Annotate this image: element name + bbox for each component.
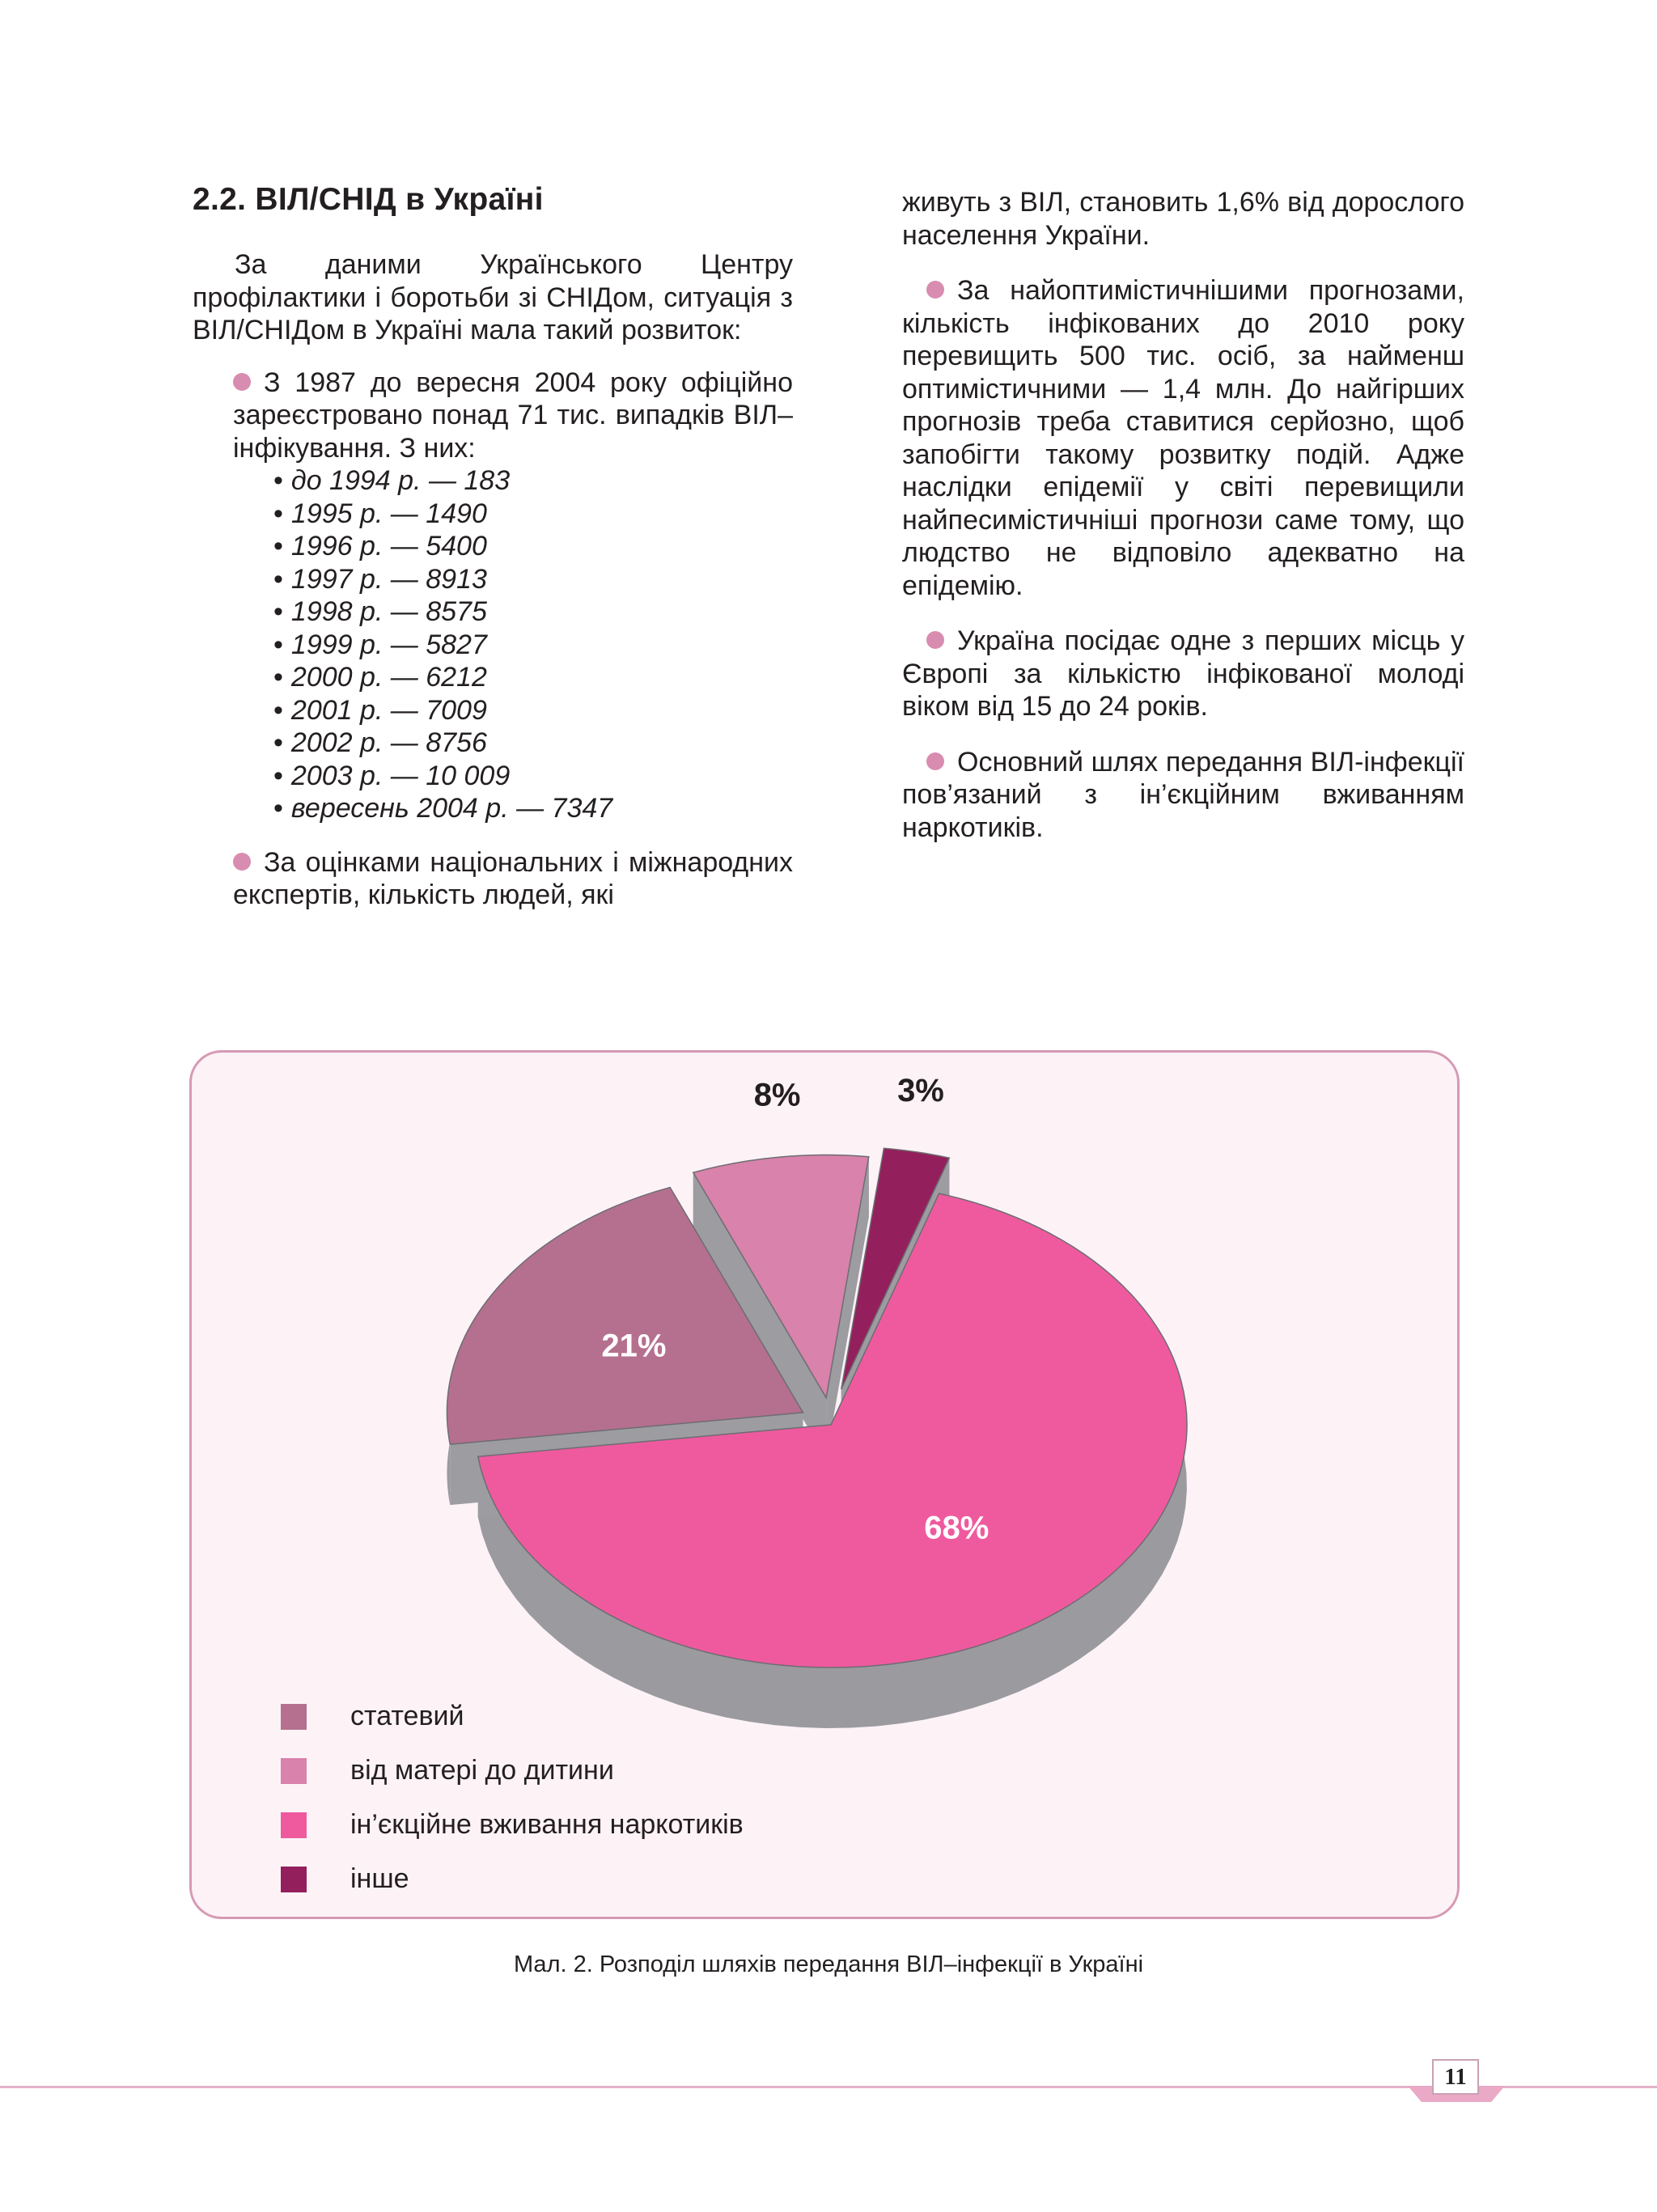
- bullet-2-continuation: [902, 186, 1464, 252]
- bullet-4-text: Україна посідає одне з перших місць у Європі за кількістю інфікованої молоді віком від 15 до 24 років.: [902, 625, 1464, 722]
- legend-item: [281, 1689, 744, 1744]
- year-list-item: [273, 629, 793, 662]
- bullet-3-text: За найоптимістичнішими прогнозами, кількість інфікованих до 2010 року перевищить 500 тис. осіб, за найменш оптимістичними — 1,4 млн. До найгірших прогнозів треба ставитися серйозно, щоб запобігти такому розвитку подій. Адже наслідки епідемії у світі перевищили найпесимістичніші прогнози саме тому, що людство не відповіло адекватно на епідемію.: [902, 275, 1464, 601]
- pie-data-label: 68%: [924, 1510, 990, 1546]
- bullet-5-text: Основний шлях передання ВІЛ-інфекції пов’язаний з ін’єкційним вживанням наркотиків.: [902, 746, 1464, 843]
- year-list-item: [273, 464, 793, 498]
- year-list-text: 1997 р. — 8913: [290, 563, 487, 595]
- year-list-text: до 1994 р. — 183: [290, 465, 511, 496]
- year-list-text: 1999 р. — 5827: [290, 629, 487, 660]
- bullet-dot-icon: [233, 373, 251, 391]
- list-bullet-icon: •: [273, 727, 283, 758]
- list-bullet-icon: •: [273, 662, 283, 693]
- legend-label: ін’єкційне вживання наркотиків: [350, 1809, 744, 1840]
- year-list-item: [273, 661, 793, 694]
- legend-item: [281, 1852, 744, 1906]
- list-bullet-icon: •: [273, 793, 283, 824]
- list-bullet-icon: •: [273, 694, 283, 726]
- year-list-text: 2003 р. — 10 009: [290, 760, 511, 791]
- bullet-2-text-part2: живуть з ВІЛ, становить 1,6% від дорослого населення України.: [902, 187, 1464, 251]
- figure-caption: Мал. 2. Розподіл шляхів передання ВІЛ–інфекції в Україні: [513, 1951, 1144, 1977]
- bullet-paragraph-2: [233, 846, 793, 912]
- bullet-paragraph-3: [902, 274, 1464, 602]
- bullet-paragraph-4: [902, 625, 1464, 723]
- year-list-item: [273, 694, 793, 727]
- section-title: 2.2. ВІЛ/СНІД в Україні: [193, 182, 544, 217]
- list-bullet-icon: •: [273, 498, 283, 529]
- page-number: 11: [1432, 2059, 1479, 2095]
- year-list-item: [273, 498, 793, 531]
- year-list-text: 1998 р. — 8575: [290, 596, 487, 627]
- bullet-paragraph-5: [902, 746, 1464, 845]
- bullet-2-text-part1: За оцінками національних і міжнародних експертів, кількість людей, які: [233, 846, 793, 910]
- year-list-item: [273, 792, 793, 825]
- legend-swatch: [281, 1758, 307, 1784]
- year-list-item: [273, 563, 793, 596]
- bullet-paragraph-1: [233, 367, 793, 465]
- pie-data-label: 21%: [601, 1328, 667, 1364]
- year-list-item: [273, 530, 793, 563]
- year-list-text: вересень 2004 р. — 7347: [290, 793, 613, 824]
- year-list: [193, 464, 793, 825]
- legend-label: від матері до дитини: [350, 1755, 614, 1786]
- legend-label: інше: [350, 1863, 409, 1894]
- chart-legend: [281, 1689, 744, 1906]
- right-column: [902, 186, 1464, 844]
- chart-panel: [189, 1050, 1460, 1919]
- year-list-item: [273, 760, 793, 793]
- legend-swatch: [281, 1812, 307, 1838]
- year-list-item: [273, 595, 793, 629]
- year-list-text: 1995 р. — 1490: [290, 498, 487, 529]
- legend-swatch: [281, 1704, 307, 1730]
- legend-item: [281, 1798, 744, 1852]
- bullet-dot-icon: [926, 752, 944, 770]
- intro-paragraph: За даними Українського Центру профілактики і боротьби зі СНІДом, ситуація з ВІЛ/СНІДом в Україні мала такий розвиток:: [193, 249, 793, 345]
- list-bullet-icon: •: [273, 596, 283, 627]
- bullet-dot-icon: [233, 853, 251, 871]
- list-bullet-icon: •: [273, 629, 283, 660]
- list-bullet-icon: •: [273, 760, 283, 791]
- legend-label: статевий: [350, 1701, 464, 1731]
- year-list-item: [273, 727, 793, 760]
- year-list-text: 2000 р. — 6212: [290, 662, 487, 693]
- legend-swatch: [281, 1867, 307, 1892]
- bullet-1-text: З 1987 до вересня 2004 року офіційно зареєстровано понад 71 тис. випадків ВІЛ–інфікування. З них:: [233, 367, 793, 464]
- bullet-dot-icon: [926, 281, 944, 299]
- left-column: [193, 180, 793, 912]
- legend-item: [281, 1744, 744, 1798]
- year-list-text: 2002 р. — 8756: [290, 727, 487, 758]
- pie-data-label: 3%: [897, 1073, 944, 1109]
- list-bullet-icon: •: [273, 531, 283, 561]
- list-bullet-icon: •: [273, 563, 283, 595]
- list-bullet-icon: •: [273, 465, 283, 496]
- bullet-dot-icon: [926, 631, 944, 649]
- year-list-text: 1996 р. — 5400: [290, 531, 487, 561]
- year-list-text: 2001 р. — 7009: [290, 694, 487, 726]
- pie-data-label: 8%: [753, 1077, 801, 1113]
